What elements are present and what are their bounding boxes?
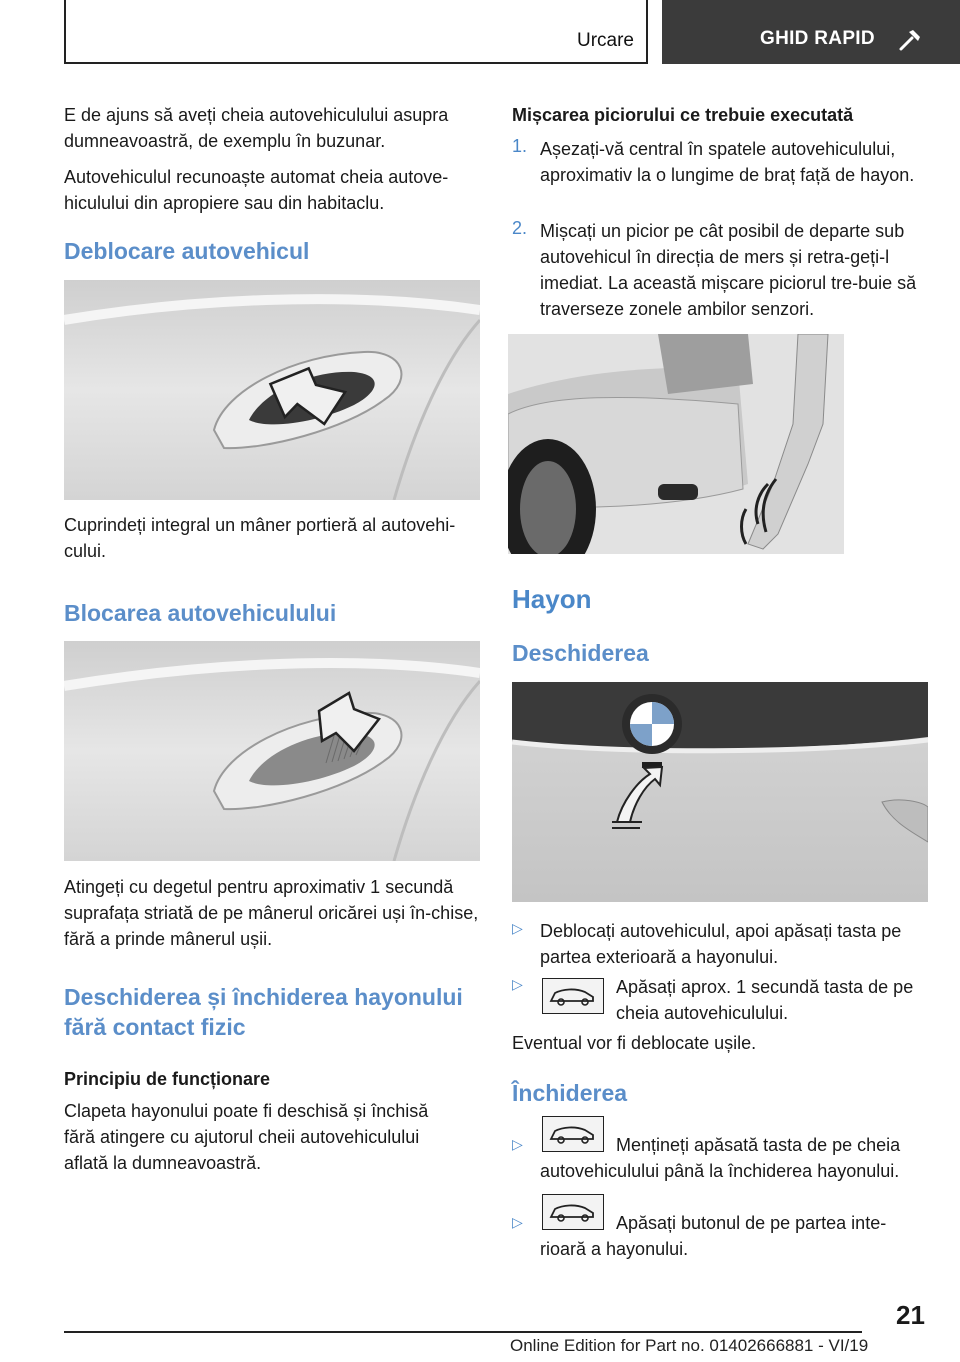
lock-caption: Atingeți cu degetul pentru aproximativ 1 secundă suprafața striată de pe mânerul oricărei uși în-chise, fără a prinde mânerul ușii. bbox=[64, 877, 479, 949]
foot-motion-heading: Mișcarea piciorului ce trebuie executată bbox=[512, 105, 854, 125]
hayon-heading: Hayon bbox=[512, 584, 592, 614]
key-tailgate-button-icon bbox=[542, 978, 604, 1014]
close-item-2: ▷ Apăsați butonul de pe partea inte-rioară a hayonului. bbox=[512, 1194, 928, 1262]
doors-note: Eventual vor fi deblocate ușile. bbox=[512, 1033, 757, 1053]
step-number: 1. bbox=[512, 136, 528, 156]
principle-heading: Principiu de funcționare bbox=[64, 1069, 271, 1089]
intro-paragraph-2: Autovehiculul recunoaște automat cheia autove-hiculului din apropiere sau din habitaclu. bbox=[64, 167, 449, 213]
open-item-1: ▷ Deblocați autovehiculul, apoi apăsați tasta pe partea exterioară a hayonului. bbox=[512, 920, 902, 967]
header-section-box bbox=[64, 0, 648, 64]
open-item-2: ▷ Apăsați aprox. 1 secundă tasta de pe cheia autovehiculului. bbox=[512, 976, 914, 1023]
door-handle-unlock-figure bbox=[64, 280, 480, 500]
bullet-triangle-icon: ▷ bbox=[512, 976, 523, 992]
close-item-1: ▷ Mențineți apăsată tasta de pe cheia autovehiculului până la închiderea hayonului. bbox=[512, 1116, 928, 1184]
lock-heading: Blocarea autovehiculului bbox=[64, 600, 337, 626]
principle-paragraph: Clapeta hayonului poate fi deschisă și închisă fără atingere cu ajutorul cheii autovehiculului aflată la dumneavoastră. bbox=[64, 1101, 429, 1173]
header-guide-box bbox=[662, 0, 960, 64]
unlock-heading: Deblocare autovehicul bbox=[64, 238, 310, 264]
step-1: 1. Așezați-vă central în spatele autovehiculului, aproximativ la o lungime de braț față de hayon. bbox=[512, 136, 915, 185]
open-heading: Deschiderea bbox=[512, 640, 649, 666]
tailgate-button-figure bbox=[512, 682, 928, 902]
tailgate-interior-button-icon bbox=[542, 1194, 604, 1230]
unlock-caption: Cuprindeți integral un mâner portieră al autovehi-cului. bbox=[64, 515, 456, 561]
bullet-triangle-icon: ▷ bbox=[512, 1214, 523, 1230]
page-number: 21 bbox=[896, 1300, 925, 1330]
key-tailgate-button-icon bbox=[542, 1116, 604, 1152]
step-2: 2. Mișcați un picior pe cât posibil de departe sub autovehicul în direcția de mers și retra-geți-l imediat. La această mișcare piciorul tre-buie să traverseze zonele ambilor senzori. bbox=[512, 218, 917, 319]
handsfree-heading: Deschiderea și închiderea hayonului fără contact fizic bbox=[64, 984, 463, 1040]
door-handle-lock-figure bbox=[64, 641, 480, 861]
header-guide-title: GHID RAPID bbox=[760, 28, 875, 49]
edition-note: Online Edition for Part no. 01402666881 - VI/19 bbox=[510, 1336, 869, 1355]
footer-rule bbox=[64, 1331, 862, 1333]
close-heading: Închiderea bbox=[512, 1080, 628, 1106]
bullet-triangle-icon: ▷ bbox=[512, 920, 523, 936]
bullet-triangle-icon: ▷ bbox=[512, 1136, 523, 1152]
header-section-title: Urcare bbox=[576, 30, 634, 51]
intro-paragraph-1: E de ajuns să aveți cheia autovehiculului asupra dumneavoastră, de exemplu în buzunar. bbox=[64, 105, 449, 151]
step-number: 2. bbox=[512, 218, 528, 238]
quick-guide-icon bbox=[898, 26, 924, 57]
foot-kick-figure bbox=[508, 334, 844, 554]
